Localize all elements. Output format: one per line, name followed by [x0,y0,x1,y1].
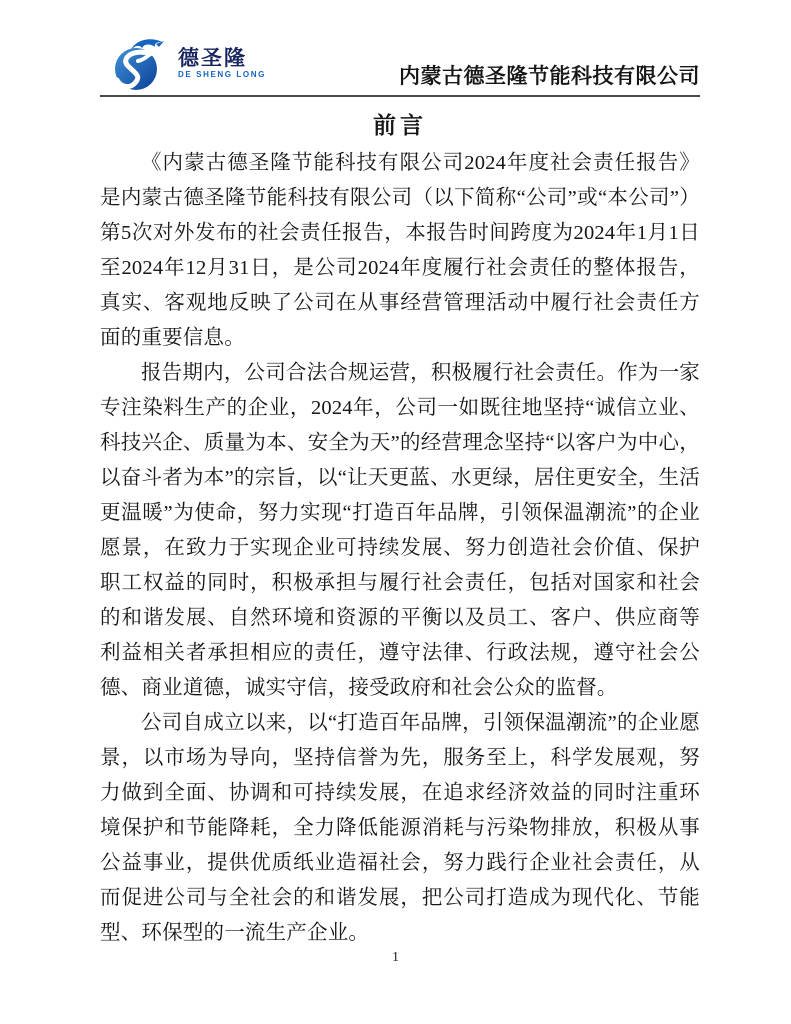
paragraph-3: 公司自成立以来，以“打造百年品牌，引领保温潮流”的企业愿景，以市场为导向，坚持信誉为先，服务至上，科学发展观，努力做到全面、协调和可持续发展，在追求经济效益的同时注重环境保护和节能降耗，全力降低能源消耗与污染物排放，积极从事公益事业，提供优质纸业造福社会，努力践行企业社会责任，从而促进公司与全社会的和谐发展，把公司打造成为现代化、节能型、环保型的一流生产企业。 [100,712,700,944]
content-area [100,0,700,951]
dragon-logo-icon [112,34,174,92]
page-number: 1 [392,950,399,965]
company-logo [112,34,266,92]
page-footer [0,950,791,966]
paragraph-1: 《内蒙古德圣隆节能科技有限公司2024年度社会责任报告》是内蒙古德圣隆节能科技有限公司（以下简称“公司”或“本公司”）第5次对外发布的社会责任报告，本报告时间跨度为2024年1月1日至2024年12月31日，是公司2024年度履行社会责任的整体报告，真实、客观地反映了公司在从事经营管理活动中履行社会责任方面的重要信息。 [100,152,700,349]
paragraph-2: 报告期内，公司合法合规运营，积极履行社会责任。作为一家专注染料生产的企业，2024年，公司一如既往地坚持“诚信立业、科技兴企、质量为本、安全为天”的经营理念坚持“以客户为中心，以奋斗者为本”的宗旨，以“让天更蓝、水更绿，居住更安全，生活更温暖”为使命，努力实现“打造百年品牌，引领保温潮流”的企业愿景，在致力于实现企业可持续发展、努力创造社会价值、保护职工权益的同时，积极承担与履行社会责任，包括对国家和社会的和谐发展、自然环境和资源的平衡以及员工、客户、供应商等利益相关者承担相应的责任，遵守法律、行政法规，遵守社会公德、商业道德，诚实守信，接受政府和社会公众的监督。 [100,362,700,699]
logo-text-english: DE SHENG LONG [178,69,266,79]
logo-text-chinese: 德圣隆 [178,46,247,70]
company-name: 内蒙古德圣隆节能科技有限公司 [399,64,700,88]
document-body [100,146,700,951]
page-title: 前言 [373,113,427,138]
page-header [100,34,700,97]
logo-text-stack [178,48,266,79]
